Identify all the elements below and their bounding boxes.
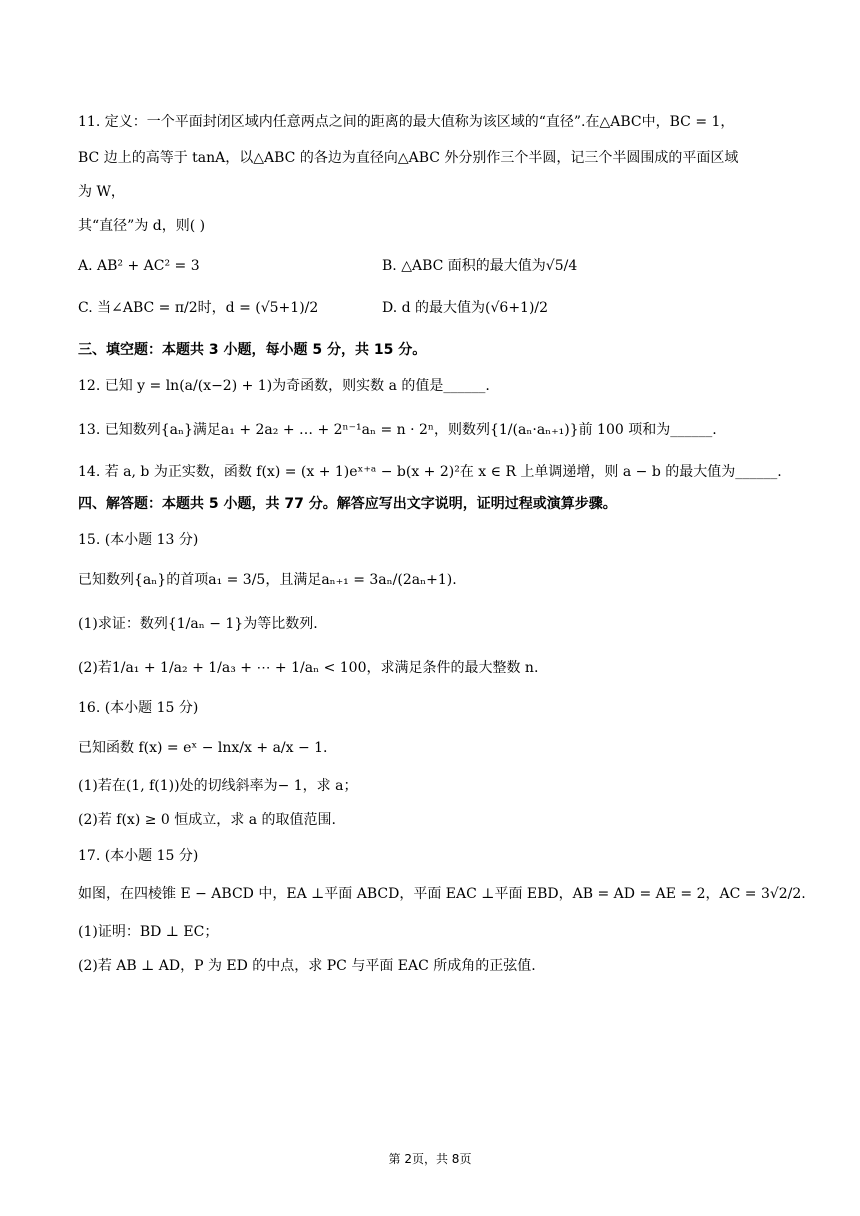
page-footer: 第 2页，共 8页 <box>388 1152 472 1166</box>
q11-option-b: B. △ABC 面积的最大值为√5/4 <box>382 258 578 274</box>
q14: 14. 若 a, b 为正实数，函数 f(x) = (x + 1)eˣ⁺ᵃ − b(x + 2)²在 x ∈ R 上单调递增，则 a − b 的最大值为______. <box>78 464 782 480</box>
q11-line2: BC 边上的高等于 tanA，以△ABC 的各边为直径向△ABC 外分别作三个半圆，记三个半圆围成的平面区域 <box>78 150 739 166</box>
q17-stem: 如图，在四棱锥 E − ABCD 中，EA ⊥平面 ABCD，平面 EAC ⊥平面 EBD，AB = AD = AE = 2，AC = 3√2/2. <box>78 886 806 902</box>
q11-line3: 为 W， <box>78 184 125 200</box>
q11-line1: 11. 定义：一个平面封闭区域内任意两点之间的距离的最大值称为该区域的“直径”.在△ABC中，BC = 1， <box>78 114 735 130</box>
q16-part2: (2)若 f(x) ≥ 0 恒成立，求 a 的取值范围. <box>78 812 336 828</box>
q12: 12. 已知 y = ln(a/(x−2) + 1)为奇函数，则实数 a 的值是______. <box>78 378 490 394</box>
q17-part2: (2)若 AB ⊥ AD，P 为 ED 的中点，求 PC 与平面 EAC 所成角的正弦值. <box>78 958 536 974</box>
q15-heading: 15. (本小题 13 分) <box>78 532 199 548</box>
q11-line4: 其“直径”为 d，则( ) <box>78 218 206 234</box>
q15-stem: 已知数列{aₙ}的首项a₁ = 3/5，且满足aₙ₊₁ = 3aₙ/(2aₙ+1). <box>78 572 457 588</box>
q16-stem: 已知函数 f(x) = eˣ − lnx/x + a/x − 1. <box>78 740 328 756</box>
q16-heading: 16. (本小题 15 分) <box>78 700 199 716</box>
q15-part2: (2)若1/a₁ + 1/a₂ + 1/a₃ + ⋯ + 1/aₙ < 100，求满足条件的最大整数 n. <box>78 660 539 676</box>
section-4-heading: 四、解答题：本题共 5 小题，共 77 分。解答应写出文字说明，证明过程或演算步骤。 <box>78 496 617 512</box>
q13: 13. 已知数列{aₙ}满足a₁ + 2a₂ + … + 2ⁿ⁻¹aₙ = n · 2ⁿ，则数列{1/(aₙ·aₙ₊₁)}前 100 项和为______. <box>78 422 717 438</box>
q17-part1: (1)证明：BD ⊥ EC； <box>78 924 219 940</box>
q11-option-c: C. 当∠ABC = π/2时，d = (√5+1)/2 <box>78 300 319 316</box>
q15-part1: (1)求证：数列{1/aₙ − 1}为等比数列. <box>78 616 318 632</box>
q16-part1: (1)若在(1, f(1))处的切线斜率为− 1，求 a； <box>78 778 358 794</box>
section-3-heading: 三、填空题：本题共 3 小题，每小题 5 分，共 15 分。 <box>78 342 427 358</box>
q11-option-d: D. d 的最大值为(√6+1)/2 <box>382 300 549 316</box>
q17-heading: 17. (本小题 15 分) <box>78 848 199 864</box>
q11-option-a: A. AB² + AC² = 3 <box>78 258 200 274</box>
